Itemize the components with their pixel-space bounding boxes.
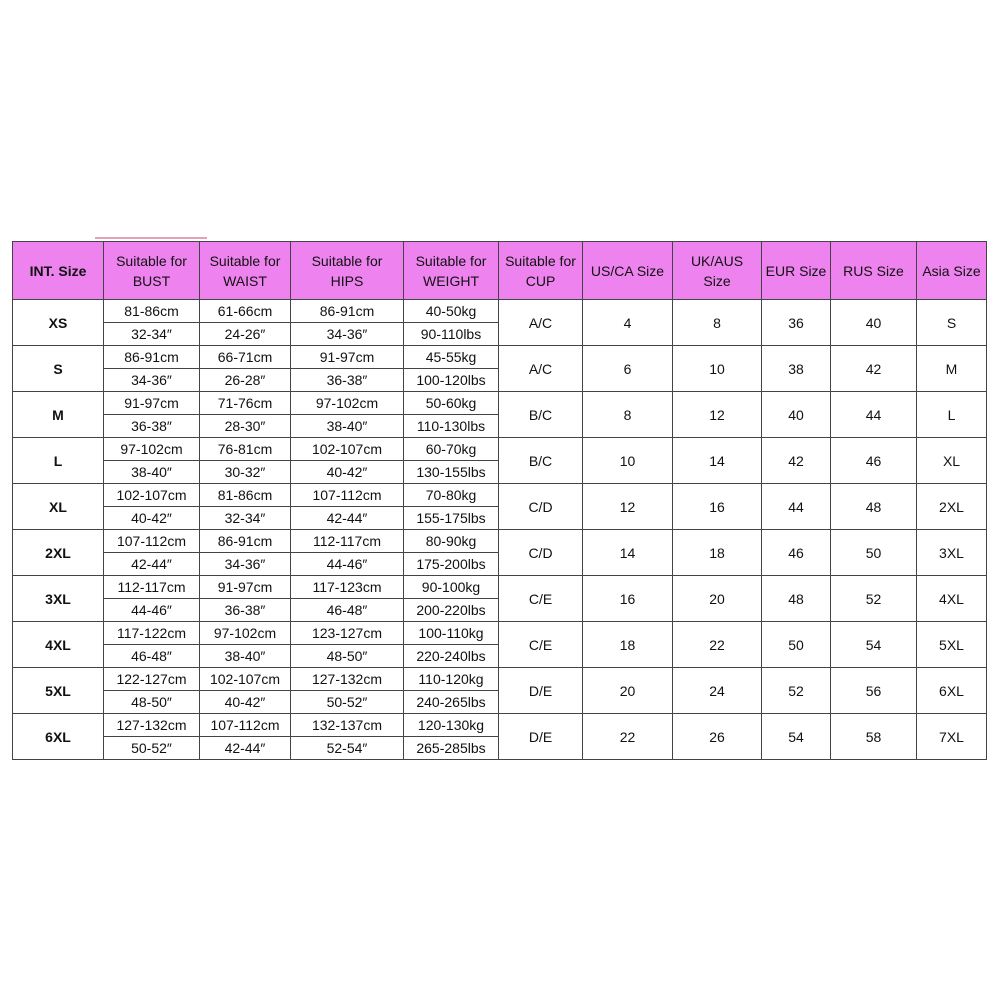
hips-metric-cell: 86-91cm	[291, 300, 404, 323]
hips-imperial-cell: 36-38″	[291, 369, 404, 392]
table-row-2xl-cm	[13, 530, 987, 553]
bust-metric-cell: 102-107cm	[104, 484, 200, 507]
bust-imperial-cell: 32-34″	[104, 323, 200, 346]
asia-size-cell: L	[917, 392, 987, 438]
weight-imperial-cell: 240-265lbs	[404, 691, 499, 714]
weight-imperial-cell: 200-220lbs	[404, 599, 499, 622]
eur-size-cell: 48	[762, 576, 831, 622]
rus-size-cell: 42	[831, 346, 917, 392]
column-header-cup-line: Suitable for	[505, 252, 576, 269]
bust-metric-cell: 86-91cm	[104, 346, 200, 369]
waist-imperial-cell: 34-36″	[200, 553, 291, 576]
int-size-cell: XL	[13, 484, 104, 530]
uk-size-cell: 16	[673, 484, 762, 530]
cup-size-cell: D/E	[499, 714, 583, 760]
cup-size-cell: C/D	[499, 530, 583, 576]
asia-size-cell: XL	[917, 438, 987, 484]
eur-size-cell: 46	[762, 530, 831, 576]
hips-metric-cell: 107-112cm	[291, 484, 404, 507]
asia-size-cell: M	[917, 346, 987, 392]
column-header-eur-line: EUR Size	[765, 262, 827, 279]
uk-size-cell: 24	[673, 668, 762, 714]
column-header-cup-line: CUP	[525, 272, 556, 289]
hips-imperial-cell: 48-50″	[291, 645, 404, 668]
column-header-waist	[200, 242, 291, 300]
size-chart-table	[12, 241, 987, 760]
eur-size-cell: 38	[762, 346, 831, 392]
waist-imperial-cell: 32-34″	[200, 507, 291, 530]
us-size-cell: 10	[583, 438, 673, 484]
weight-imperial-cell: 175-200lbs	[404, 553, 499, 576]
table-row-s-cm	[13, 346, 987, 369]
uk-size-cell: 26	[673, 714, 762, 760]
rus-size-cell: 58	[831, 714, 917, 760]
column-header-rus-line: RUS Size	[843, 262, 904, 279]
weight-metric-cell: 70-80kg	[404, 484, 499, 507]
int-size-cell: 2XL	[13, 530, 104, 576]
hips-imperial-cell: 50-52″	[291, 691, 404, 714]
hips-imperial-cell: 40-42″	[291, 461, 404, 484]
uk-size-cell: 22	[673, 622, 762, 668]
bust-imperial-cell: 50-52″	[104, 737, 200, 760]
hips-metric-cell: 117-123cm	[291, 576, 404, 599]
column-header-hips-line: HIPS	[330, 272, 364, 289]
waist-metric-cell: 76-81cm	[200, 438, 291, 461]
column-header-us	[583, 242, 673, 300]
bust-imperial-cell: 42-44″	[104, 553, 200, 576]
eur-size-cell: 44	[762, 484, 831, 530]
column-header-rus	[831, 242, 917, 300]
bust-metric-cell: 127-132cm	[104, 714, 200, 737]
asia-size-cell: 6XL	[917, 668, 987, 714]
hips-imperial-cell: 42-44″	[291, 507, 404, 530]
hips-metric-cell: 112-117cm	[291, 530, 404, 553]
uk-size-cell: 18	[673, 530, 762, 576]
int-size-cell: XS	[13, 300, 104, 346]
int-size-cell: 6XL	[13, 714, 104, 760]
weight-metric-cell: 45-55kg	[404, 346, 499, 369]
weight-metric-cell: 120-130kg	[404, 714, 499, 737]
hips-imperial-cell: 44-46″	[291, 553, 404, 576]
column-header-waist-line: WAIST	[223, 272, 267, 289]
bust-metric-cell: 122-127cm	[104, 668, 200, 691]
waist-metric-cell: 81-86cm	[200, 484, 291, 507]
waist-imperial-cell: 42-44″	[200, 737, 291, 760]
column-header-asia	[917, 242, 987, 300]
waist-metric-cell: 91-97cm	[200, 576, 291, 599]
table-row-m-cm	[13, 392, 987, 415]
table-row-l-cm	[13, 438, 987, 461]
hips-imperial-cell: 34-36″	[291, 323, 404, 346]
column-header-int-line: INT. Size	[29, 262, 87, 279]
header-accent-line	[95, 237, 207, 239]
int-size-cell: M	[13, 392, 104, 438]
column-header-eur	[762, 242, 831, 300]
column-header-waist-line: Suitable for	[209, 252, 281, 269]
hips-metric-cell: 97-102cm	[291, 392, 404, 415]
cup-size-cell: A/C	[499, 300, 583, 346]
us-size-cell: 4	[583, 300, 673, 346]
eur-size-cell: 40	[762, 392, 831, 438]
eur-size-cell: 52	[762, 668, 831, 714]
hips-metric-cell: 102-107cm	[291, 438, 404, 461]
us-size-cell: 8	[583, 392, 673, 438]
rus-size-cell: 46	[831, 438, 917, 484]
uk-size-cell: 8	[673, 300, 762, 346]
column-header-hips-line: Suitable for	[311, 252, 383, 269]
us-size-cell: 16	[583, 576, 673, 622]
table-row-6xl-cm	[13, 714, 987, 737]
hips-imperial-cell: 46-48″	[291, 599, 404, 622]
int-size-cell: S	[13, 346, 104, 392]
column-header-weight	[404, 242, 499, 300]
cup-size-cell: C/E	[499, 576, 583, 622]
us-size-cell: 6	[583, 346, 673, 392]
hips-metric-cell: 127-132cm	[291, 668, 404, 691]
waist-metric-cell: 71-76cm	[200, 392, 291, 415]
size-chart	[12, 241, 986, 760]
asia-size-cell: 5XL	[917, 622, 987, 668]
table-row-xl-cm	[13, 484, 987, 507]
column-header-bust-line: BUST	[132, 272, 171, 289]
rus-size-cell: 40	[831, 300, 917, 346]
weight-imperial-cell: 90-110lbs	[404, 323, 499, 346]
waist-metric-cell: 107-112cm	[200, 714, 291, 737]
cup-size-cell: D/E	[499, 668, 583, 714]
eur-size-cell: 42	[762, 438, 831, 484]
bust-imperial-cell: 44-46″	[104, 599, 200, 622]
column-header-bust-line: Suitable for	[116, 252, 187, 269]
cup-size-cell: B/C	[499, 438, 583, 484]
uk-size-cell: 10	[673, 346, 762, 392]
asia-size-cell: 3XL	[917, 530, 987, 576]
hips-metric-cell: 123-127cm	[291, 622, 404, 645]
column-header-uk	[673, 242, 762, 300]
uk-size-cell: 14	[673, 438, 762, 484]
cup-size-cell: C/E	[499, 622, 583, 668]
eur-size-cell: 50	[762, 622, 831, 668]
bust-metric-cell: 91-97cm	[104, 392, 200, 415]
bust-metric-cell: 81-86cm	[104, 300, 200, 323]
eur-size-cell: 36	[762, 300, 831, 346]
rus-size-cell: 50	[831, 530, 917, 576]
bust-metric-cell: 97-102cm	[104, 438, 200, 461]
weight-metric-cell: 60-70kg	[404, 438, 499, 461]
us-size-cell: 14	[583, 530, 673, 576]
weight-metric-cell: 110-120kg	[404, 668, 499, 691]
rus-size-cell: 54	[831, 622, 917, 668]
weight-metric-cell: 50-60kg	[404, 392, 499, 415]
weight-imperial-cell: 220-240lbs	[404, 645, 499, 668]
asia-size-cell: 7XL	[917, 714, 987, 760]
table-row-4xl-cm	[13, 622, 987, 645]
header-row	[13, 242, 987, 300]
int-size-cell: 5XL	[13, 668, 104, 714]
hips-metric-cell: 132-137cm	[291, 714, 404, 737]
us-size-cell: 12	[583, 484, 673, 530]
hips-imperial-cell: 52-54″	[291, 737, 404, 760]
asia-size-cell: 4XL	[917, 576, 987, 622]
weight-imperial-cell: 265-285lbs	[404, 737, 499, 760]
bust-imperial-cell: 40-42″	[104, 507, 200, 530]
int-size-cell: 4XL	[13, 622, 104, 668]
table-row-3xl-cm	[13, 576, 987, 599]
rus-size-cell: 44	[831, 392, 917, 438]
us-size-cell: 22	[583, 714, 673, 760]
waist-imperial-cell: 26-28″	[200, 369, 291, 392]
bust-metric-cell: 107-112cm	[104, 530, 200, 553]
weight-imperial-cell: 130-155lbs	[404, 461, 499, 484]
waist-metric-cell: 61-66cm	[200, 300, 291, 323]
uk-size-cell: 12	[673, 392, 762, 438]
rus-size-cell: 56	[831, 668, 917, 714]
column-header-uk-line: Size	[703, 272, 731, 289]
hips-metric-cell: 91-97cm	[291, 346, 404, 369]
bust-imperial-cell: 38-40″	[104, 461, 200, 484]
table-row-5xl-cm	[13, 668, 987, 691]
column-header-weight-line: WEIGHT	[423, 272, 479, 289]
waist-imperial-cell: 24-26″	[200, 323, 291, 346]
weight-metric-cell: 40-50kg	[404, 300, 499, 323]
waist-imperial-cell: 28-30″	[200, 415, 291, 438]
eur-size-cell: 54	[762, 714, 831, 760]
waist-metric-cell: 97-102cm	[200, 622, 291, 645]
rus-size-cell: 48	[831, 484, 917, 530]
column-header-uk-line: UK/AUS	[690, 252, 744, 269]
bust-imperial-cell: 36-38″	[104, 415, 200, 438]
int-size-cell: 3XL	[13, 576, 104, 622]
waist-metric-cell: 102-107cm	[200, 668, 291, 691]
waist-metric-cell: 66-71cm	[200, 346, 291, 369]
table-body	[13, 300, 987, 760]
waist-imperial-cell: 30-32″	[200, 461, 291, 484]
weight-metric-cell: 100-110kg	[404, 622, 499, 645]
column-header-us-line: US/CA Size	[590, 262, 665, 279]
weight-metric-cell: 90-100kg	[404, 576, 499, 599]
table-row-xs-cm	[13, 300, 987, 323]
rus-size-cell: 52	[831, 576, 917, 622]
column-header-bust	[104, 242, 200, 300]
weight-imperial-cell: 155-175lbs	[404, 507, 499, 530]
weight-imperial-cell: 110-130lbs	[404, 415, 499, 438]
bust-imperial-cell: 48-50″	[104, 691, 200, 714]
uk-size-cell: 20	[673, 576, 762, 622]
bust-metric-cell: 112-117cm	[104, 576, 200, 599]
column-header-hips	[291, 242, 404, 300]
bust-imperial-cell: 46-48″	[104, 645, 200, 668]
asia-size-cell: S	[917, 300, 987, 346]
bust-metric-cell: 117-122cm	[104, 622, 200, 645]
waist-imperial-cell: 38-40″	[200, 645, 291, 668]
waist-imperial-cell: 36-38″	[200, 599, 291, 622]
waist-imperial-cell: 40-42″	[200, 691, 291, 714]
cup-size-cell: B/C	[499, 392, 583, 438]
column-header-asia-line: Asia Size	[922, 262, 981, 279]
asia-size-cell: 2XL	[917, 484, 987, 530]
column-header-cup	[499, 242, 583, 300]
weight-metric-cell: 80-90kg	[404, 530, 499, 553]
us-size-cell: 20	[583, 668, 673, 714]
column-header-weight-line: Suitable for	[415, 252, 487, 269]
waist-metric-cell: 86-91cm	[200, 530, 291, 553]
cup-size-cell: C/D	[499, 484, 583, 530]
hips-imperial-cell: 38-40″	[291, 415, 404, 438]
cup-size-cell: A/C	[499, 346, 583, 392]
int-size-cell: L	[13, 438, 104, 484]
weight-imperial-cell: 100-120lbs	[404, 369, 499, 392]
us-size-cell: 18	[583, 622, 673, 668]
column-header-int	[13, 242, 104, 300]
bust-imperial-cell: 34-36″	[104, 369, 200, 392]
